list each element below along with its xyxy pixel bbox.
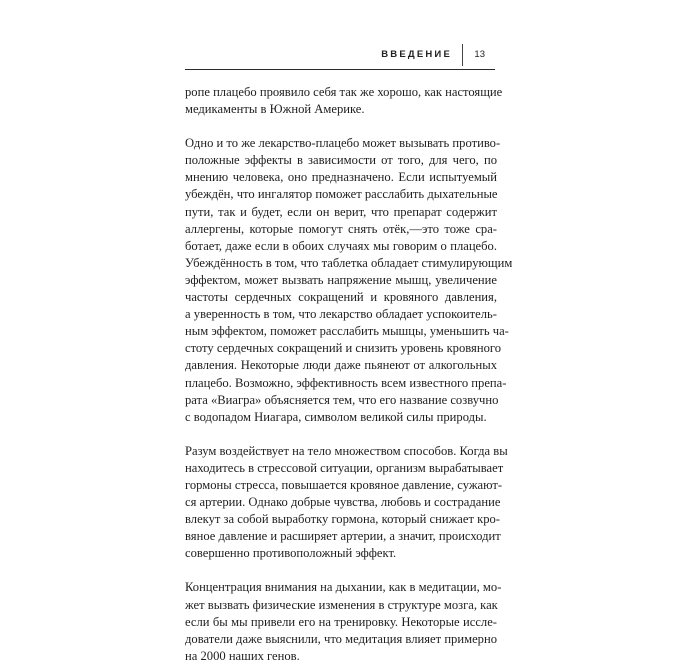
text-line: вяное давление и расширяет артерии, а значит, происходит (185, 529, 501, 544)
text-line: влекут за собой выработку гормона, который снижает кро- (185, 512, 501, 527)
text-line: убеждён, что ингалятор поможет расслабить дыхательные (185, 187, 498, 202)
text-line: находитесь в стрессовой ситуации, организм вырабатывает (185, 460, 504, 475)
text-line: аллергены, которые помогут снять отёк,—это тоже сра- (185, 221, 497, 236)
text-line: пути, так и будет, если он верит, что препарат содержит (185, 204, 497, 219)
text-line: ным эффектом, поможет расслабить мышцы, уменьшить ча- (185, 324, 509, 339)
text-line: мнению человека, оно предназначено. Если испытуемый (185, 170, 497, 185)
text-line: ся артерии. Однако добрые чувства, любовь и сострадание (185, 495, 501, 510)
text-line: медикаменты в Южной Америке. (185, 102, 365, 117)
text-line: плацебо. Возможно, эффективность всем известного препа- (185, 375, 507, 390)
text-line: дователи даже выяснили, что медитация влияет примерно (185, 631, 497, 646)
paragraph (185, 135, 513, 426)
text-line: совершенно противоположный эффект. (185, 546, 397, 561)
text-line: гормоны стресса, повышается кровяное давление, сужают- (185, 477, 503, 492)
paragraph (185, 579, 502, 664)
text-line: Разум воздействует на тело множеством способов. Когда вы (185, 443, 508, 458)
text-line: Концентрация внимания на дыхании, как в медитации, мо- (185, 580, 502, 595)
paragraph (185, 84, 503, 118)
text-line: жет вызвать физические изменения в структуре мозга, как (185, 597, 498, 612)
header-rule (185, 69, 495, 70)
running-header (185, 40, 495, 80)
text-line: давления. Некоторые люди даже пьянеют от алкогольных (185, 358, 497, 373)
text-line: если бы мы привели его на тренировку. Некоторые иссле- (185, 614, 497, 629)
paragraph-gap (185, 426, 497, 443)
paragraph-gap (185, 562, 497, 579)
text-line: Убеждённость в том, что таблетка обладает стимулирующим (185, 255, 513, 270)
page-body (185, 84, 513, 665)
text-line: ботает, даже если в обоих случаях мы говорим о плацебо. (185, 238, 497, 253)
paragraph-gap (185, 118, 497, 135)
text-line: Одно и то же лекарство-плацебо может вызывать противо- (185, 136, 501, 151)
text-line: положные эффекты в зависимости от того, для чего, по (185, 153, 497, 168)
paragraph (185, 443, 508, 563)
text-line: а уверенность в том, что лекарство обладает успокоитель- (185, 307, 497, 322)
text-line: на 2000 наших генов. (185, 648, 300, 663)
text-line: частоты сердечных сокращений и кровяного давления, (185, 290, 497, 305)
text-line: стоту сердечных сокращений и снизить уровень кровяного (185, 341, 502, 356)
text-line: рата «Виагра» объясняется тем, что его название созвучно (185, 392, 499, 407)
text-line: эффектом, может вызвать напряжение мышц, увеличение (185, 272, 497, 287)
page-number: 13 (474, 49, 485, 60)
text-line: ропе плацебо проявило себя так же хорошо, как настоящие (185, 85, 503, 99)
header-divider (462, 44, 463, 66)
text-line: с водопадом Ниагара, символом великой силы природы. (185, 409, 487, 424)
section-title: ВВЕДЕНИЕ (381, 49, 452, 60)
